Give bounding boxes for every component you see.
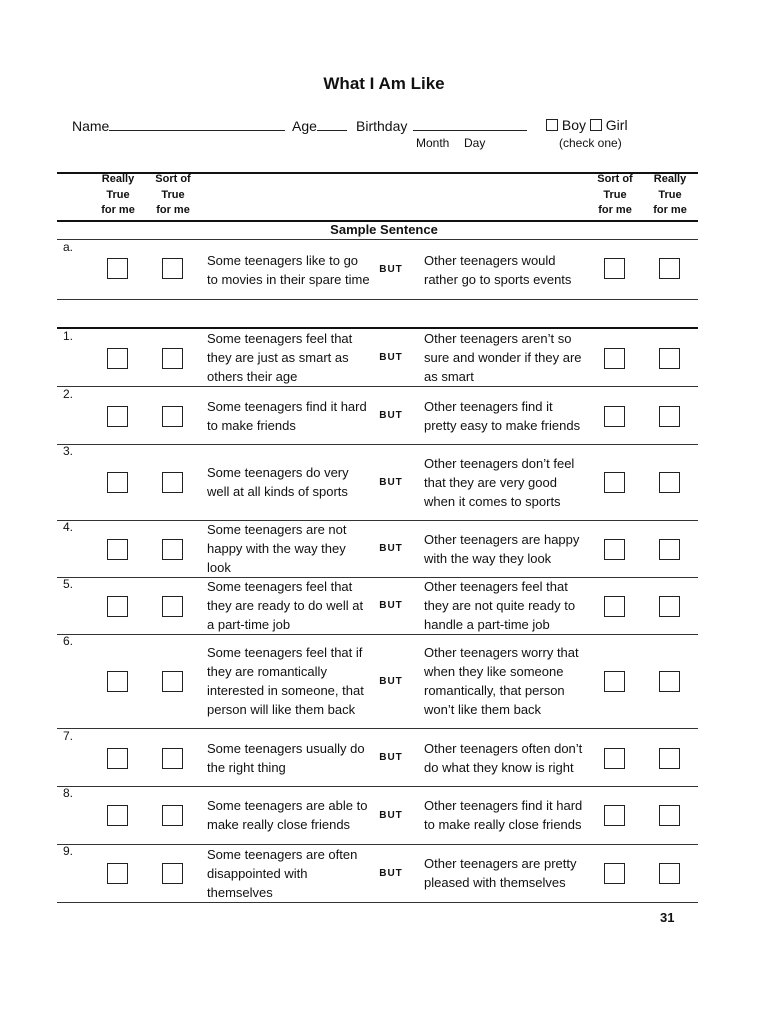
row-label: 2. bbox=[63, 387, 74, 401]
col-header-sort-of-true-right: Sort of True for me bbox=[597, 173, 633, 216]
checkbox-sort-of-true-right[interactable] bbox=[604, 348, 625, 369]
checkbox-sort-of-true-right[interactable] bbox=[604, 539, 625, 560]
left-statement: Some teenagers like to go to movies in their spare time bbox=[207, 252, 370, 287]
checkbox-sort-of-true-right[interactable] bbox=[604, 472, 625, 493]
checkbox-really-true-right[interactable] bbox=[659, 805, 680, 826]
name-blank[interactable] bbox=[109, 117, 285, 131]
item-row bbox=[57, 634, 698, 728]
checkbox-sort-of-true-left[interactable] bbox=[162, 863, 183, 884]
checkbox-sort-of-true-left[interactable] bbox=[162, 348, 183, 369]
birthday-blank[interactable] bbox=[413, 117, 527, 131]
checkbox-really-true-left[interactable] bbox=[107, 258, 128, 279]
checkbox-really-true-right[interactable] bbox=[659, 406, 680, 427]
boy-label: Boy bbox=[561, 117, 587, 133]
checkbox-sort-of-true-left[interactable] bbox=[162, 596, 183, 617]
boy-checkbox[interactable] bbox=[546, 119, 558, 131]
page-number: 31 bbox=[660, 910, 675, 925]
month-label: Month bbox=[416, 136, 450, 150]
right-statement: Other teenagers would rather go to sports events bbox=[424, 252, 572, 287]
left-statement: Some teenagers usually do the right thing bbox=[207, 740, 365, 775]
checkbox-really-true-right[interactable] bbox=[659, 472, 680, 493]
checkbox-sort-of-true-left[interactable] bbox=[162, 748, 183, 769]
left-statement: Some teenagers feel that if they are romantically interested in someone, that person will like them back bbox=[207, 645, 364, 717]
row-label: 1. bbox=[63, 329, 74, 343]
item-row bbox=[57, 329, 698, 386]
checkbox-sort-of-true-right[interactable] bbox=[604, 671, 625, 692]
left-statement: Some teenagers feel that they are just as smart as others their age bbox=[207, 331, 353, 384]
right-statement: Other teenagers are pretty pleased with themselves bbox=[424, 856, 577, 890]
checkbox-sort-of-true-right[interactable] bbox=[604, 258, 625, 279]
checkbox-sort-of-true-left[interactable] bbox=[162, 539, 183, 560]
right-statement: Other teenagers worry that when they like someone romantically, that person won’t like them back bbox=[424, 645, 579, 717]
but-label: BUT bbox=[379, 752, 403, 763]
row-label: 9. bbox=[63, 844, 74, 858]
girl-label: Girl bbox=[605, 117, 628, 133]
item-row bbox=[57, 520, 698, 577]
checkbox-really-true-left[interactable] bbox=[107, 348, 128, 369]
page-title: What I Am Like bbox=[323, 74, 445, 93]
left-statement: Some teenagers are not happy with the way they look bbox=[207, 522, 347, 575]
row-label: 3. bbox=[63, 444, 74, 458]
checkbox-really-true-left[interactable] bbox=[107, 596, 128, 617]
checkbox-really-true-right[interactable] bbox=[659, 348, 680, 369]
checkbox-sort-of-true-right[interactable] bbox=[604, 406, 625, 427]
but-label: BUT bbox=[379, 264, 403, 275]
right-statement: Other teenagers aren’t so sure and wonder if they are as smart bbox=[424, 331, 582, 384]
checkbox-sort-of-true-left[interactable] bbox=[162, 805, 183, 826]
birthday-label: Birthday bbox=[356, 118, 408, 134]
item-row bbox=[57, 387, 698, 444]
checkbox-really-true-right[interactable] bbox=[659, 671, 680, 692]
age-blank[interactable] bbox=[317, 117, 347, 131]
row-label: 6. bbox=[63, 634, 74, 648]
checkbox-really-true-left[interactable] bbox=[107, 863, 128, 884]
checkbox-sort-of-true-right[interactable] bbox=[604, 805, 625, 826]
checkbox-really-true-right[interactable] bbox=[659, 863, 680, 884]
checkbox-sort-of-true-right[interactable] bbox=[604, 748, 625, 769]
right-statement: Other teenagers find it hard to make really close friends bbox=[424, 798, 583, 832]
col-header-really-true-left: Really True for me bbox=[101, 173, 135, 216]
sample-sentence-header: Sample Sentence bbox=[330, 222, 438, 237]
checkbox-really-true-left[interactable] bbox=[107, 671, 128, 692]
checkbox-really-true-left[interactable] bbox=[107, 406, 128, 427]
checkbox-really-true-left[interactable] bbox=[107, 748, 128, 769]
row-label: 8. bbox=[63, 786, 74, 800]
checkbox-sort-of-true-left[interactable] bbox=[162, 258, 183, 279]
col-header-sort-of-true-left: Sort of True for me bbox=[155, 173, 191, 216]
birthday-field-group bbox=[356, 117, 527, 134]
right-statement: Other teenagers find it pretty easy to make friends bbox=[424, 398, 581, 433]
row-divider bbox=[57, 902, 698, 903]
left-statement: Some teenagers are often disappointed with themselves bbox=[207, 846, 358, 900]
right-statement: Other teenagers often don’t do what they know is right bbox=[424, 740, 583, 775]
but-label: BUT bbox=[379, 410, 403, 421]
item-row bbox=[57, 786, 698, 844]
item-row bbox=[57, 577, 698, 634]
checkbox-sort-of-true-left[interactable] bbox=[162, 406, 183, 427]
age-label: Age bbox=[292, 118, 317, 134]
right-statement: Other teenagers are happy with the way they look bbox=[424, 531, 580, 566]
item-row bbox=[57, 844, 698, 902]
checkbox-sort-of-true-right[interactable] bbox=[604, 863, 625, 884]
checkbox-really-true-right[interactable] bbox=[659, 539, 680, 560]
left-statement: Some teenagers are able to make really close friends bbox=[207, 798, 368, 832]
right-statement: Other teenagers feel that they are not quite ready to handle a part-time job bbox=[424, 579, 576, 632]
left-statement: Some teenagers do very well at all kinds of sports bbox=[207, 465, 349, 499]
but-label: BUT bbox=[379, 352, 403, 363]
gender-group bbox=[546, 117, 628, 133]
checkbox-really-true-right[interactable] bbox=[659, 748, 680, 769]
sample-bottom-rule bbox=[57, 299, 698, 300]
checkbox-really-true-right[interactable] bbox=[659, 596, 680, 617]
checkbox-really-true-left[interactable] bbox=[107, 805, 128, 826]
right-statement: Other teenagers don’t feel that they are very good when it comes to sports bbox=[424, 455, 575, 509]
row-label: a. bbox=[63, 240, 74, 254]
left-statement: Some teenagers feel that they are ready to do well at a part-time job bbox=[207, 579, 364, 632]
row-label: 5. bbox=[63, 577, 74, 591]
age-field-group bbox=[292, 117, 347, 134]
item-row bbox=[57, 729, 698, 786]
row-label: 7. bbox=[63, 729, 74, 743]
but-label: BUT bbox=[379, 675, 403, 687]
but-label: BUT bbox=[379, 543, 403, 554]
but-label: BUT bbox=[379, 476, 403, 488]
name-field-group bbox=[72, 117, 285, 134]
day-label: Day bbox=[464, 136, 486, 150]
item-row bbox=[57, 444, 698, 520]
left-statement: Some teenagers find it hard to make friends bbox=[207, 398, 367, 433]
checkbox-sort-of-true-left[interactable] bbox=[162, 472, 183, 493]
sample-row bbox=[57, 240, 698, 299]
but-label: BUT bbox=[379, 809, 403, 821]
but-label: BUT bbox=[379, 867, 403, 879]
col-header-really-true-right: Really True for me bbox=[653, 173, 687, 216]
name-label: Name bbox=[72, 118, 110, 134]
checkbox-really-true-left[interactable] bbox=[107, 539, 128, 560]
girl-checkbox[interactable] bbox=[590, 119, 602, 131]
row-label: 4. bbox=[63, 520, 74, 534]
checkbox-sort-of-true-left[interactable] bbox=[162, 671, 183, 692]
checkbox-really-true-right[interactable] bbox=[659, 258, 680, 279]
check-one-label: (check one) bbox=[559, 136, 622, 150]
checkbox-really-true-left[interactable] bbox=[107, 472, 128, 493]
checkbox-sort-of-true-right[interactable] bbox=[604, 596, 625, 617]
but-label: BUT bbox=[379, 600, 403, 611]
